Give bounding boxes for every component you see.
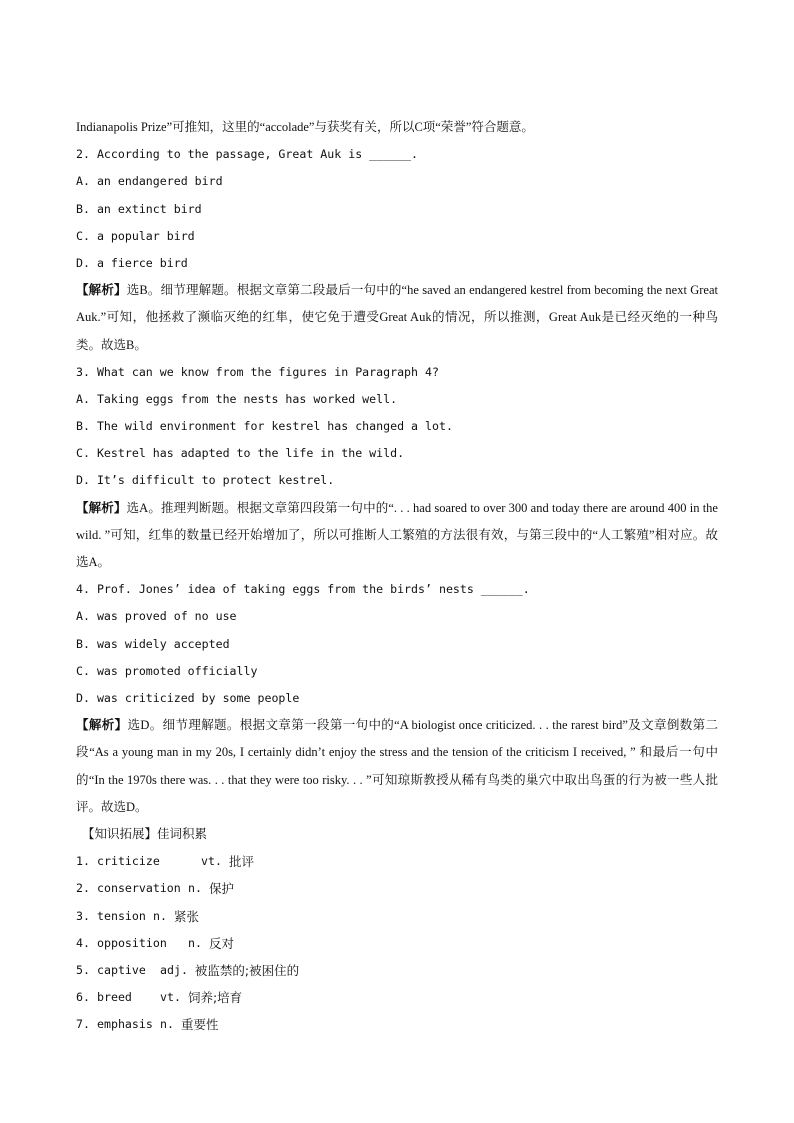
vocab-word: emphasis bbox=[97, 1017, 153, 1032]
vocab-heading-text: 佳词积累 bbox=[157, 827, 208, 842]
vocab-word: breed bbox=[97, 990, 132, 1005]
vocab-meaning: 紧张 bbox=[173, 908, 199, 924]
vocab-number: 7. bbox=[76, 1017, 90, 1032]
question-3: 3. What can we know from the figures in Paragraph 4? bbox=[76, 364, 439, 379]
vocab-pos: vt. bbox=[201, 854, 222, 869]
vocab-item bbox=[76, 930, 718, 957]
vocab-number: 1. bbox=[76, 854, 90, 869]
vocab-meaning: 保护 bbox=[208, 881, 234, 897]
vocab-pos: n. bbox=[188, 935, 202, 950]
vocab-heading-tag: 【知识拓展】 bbox=[82, 827, 158, 842]
vocab-word: tension bbox=[97, 908, 146, 923]
q2-analysis bbox=[76, 277, 718, 359]
question-4: 4. Prof. Jones’ idea of taking eggs from the birds’ nests ______. bbox=[76, 582, 530, 597]
vocab-number: 2. bbox=[76, 881, 90, 896]
document-page bbox=[76, 114, 718, 1039]
vocab-number: 6. bbox=[76, 990, 90, 1005]
vocab-number: 3. bbox=[76, 908, 90, 923]
vocab-meaning: 重要性 bbox=[180, 1017, 219, 1033]
analysis-text: 选A。推理判断题。根据文章第四段第一句中的“. . . had soared to over 300 and today there are around 400 in the wild. ”可知，红隼的数量已经开始增加了，所以可推断人工繁殖的方法很有效，与第三段中的“人工繁殖”相对应。故选A。 bbox=[76, 500, 718, 570]
analysis-tag: 【解析】 bbox=[76, 283, 127, 298]
q4-option-a: A. was proved of no use bbox=[76, 609, 237, 624]
vocab-word: captive bbox=[97, 962, 146, 977]
intro-conclusion-line: Indianapolis Prize”可推知，这里的“accolade”与获奖有关，所以C项“荣誉”符合题意。 bbox=[76, 120, 534, 134]
q4-option-d: D. was criticized by some people bbox=[76, 691, 300, 706]
vocab-item bbox=[76, 957, 718, 984]
analysis-tag: 【解析】 bbox=[76, 500, 127, 515]
q2-option-b: B. an extinct bird bbox=[76, 201, 202, 216]
vocab-pos: n. bbox=[153, 908, 167, 923]
question-2: 2. According to the passage, Great Auk is ______. bbox=[76, 147, 419, 162]
vocab-pos: vt. bbox=[160, 990, 181, 1005]
vocab-word: opposition bbox=[97, 935, 167, 950]
vocab-meaning: 批评 bbox=[228, 854, 254, 870]
vocab-item bbox=[76, 1011, 718, 1038]
vocab-meaning: 饲养;培育 bbox=[187, 990, 243, 1006]
q4-option-c: C. was promoted officially bbox=[76, 663, 258, 678]
q3-option-a: A. Taking eggs from the nests has worked well. bbox=[76, 391, 398, 406]
analysis-text: 选D。细节理解题。根据文章第一段第一句中的“A biologist once criticized. . . the rarest bird”及文章倒数第二段“As a young man in my 20s, I certainly didn’t enjoy the stress and the tension of the criticism I received, ” 和最后一句中的“In the 1970s there was. . . that they were too risky. . . ”可知琼斯教授从稀有鸟类的巢穴中取出鸟蛋的行为被一些人批评。故选D。 bbox=[76, 718, 718, 814]
analysis-tag: 【解析】 bbox=[76, 718, 128, 733]
vocab-pos: n. bbox=[188, 881, 202, 896]
vocab-pos: adj. bbox=[160, 962, 188, 977]
q3-option-c: C. Kestrel has adapted to the life in the wild. bbox=[76, 446, 405, 461]
q2-option-c: C. a popular bird bbox=[76, 228, 195, 243]
q3-option-d: D. It’s difficult to protect kestrel. bbox=[76, 473, 335, 488]
q4-option-b: B. was widely accepted bbox=[76, 636, 230, 651]
vocab-item bbox=[76, 875, 718, 902]
analysis-text: 选B。细节理解题。根据文章第二段最后一句中的“he saved an endangered kestrel from becoming the next Great Auk.”可知，他拯救了濒临灭绝的红隼，使它免于遭受Great Auk的情况，所以推测，Great Auk是已经灭绝的一种鸟类。故选B。 bbox=[76, 283, 718, 352]
q2-option-a: A. an endangered bird bbox=[76, 174, 223, 189]
vocab-item bbox=[76, 984, 718, 1011]
q2-option-d: D. a fierce bird bbox=[76, 255, 188, 270]
vocab-word: criticize bbox=[97, 854, 160, 869]
q4-analysis bbox=[76, 712, 718, 821]
q3-analysis bbox=[76, 495, 718, 577]
vocab-pos: n. bbox=[160, 1017, 174, 1032]
vocab-meaning: 被监禁的;被困住的 bbox=[194, 962, 300, 978]
vocab-item bbox=[76, 903, 718, 930]
vocab-number: 5. bbox=[76, 962, 90, 977]
vocab-meaning: 反对 bbox=[208, 935, 234, 951]
q3-option-b: B. The wild environment for kestrel has changed a lot. bbox=[76, 419, 453, 434]
vocab-number: 4. bbox=[76, 935, 90, 950]
vocab-item bbox=[76, 848, 718, 875]
vocab-word: conservation bbox=[97, 881, 181, 896]
vocab-heading bbox=[76, 821, 718, 848]
